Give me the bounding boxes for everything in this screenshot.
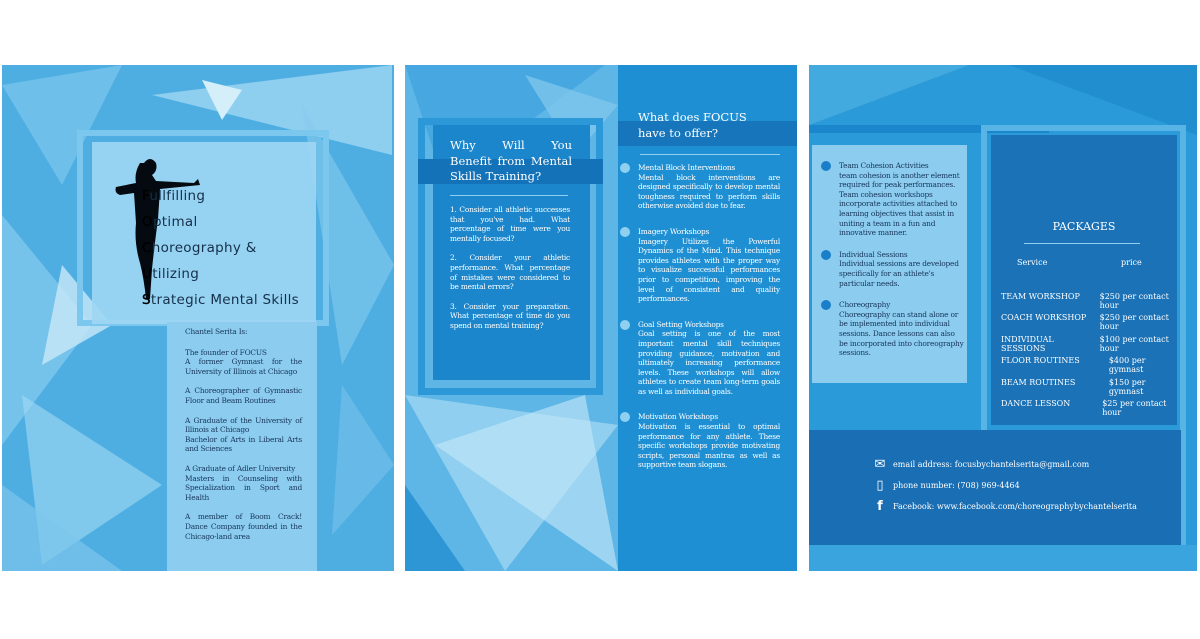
text: TEAM WORKSHOP [1001, 291, 1080, 301]
bullet-icon [620, 163, 630, 173]
bio-heading: Chantel Serita Is: [185, 327, 248, 336]
benefit-title: Why Will You Benefit from Mental Skills Training? [450, 138, 572, 183]
bio-item: A Graduate of the University of Illinois at Chicago Bachelor of Arts in Liberal Arts and Sciences [185, 415, 302, 454]
phone-icon: ▯ [876, 478, 884, 493]
packages-table [1001, 258, 1181, 421]
offer-item [638, 412, 780, 470]
text: $100 per contact hour [1099, 334, 1169, 353]
question-item: 3. Consider your preparation. What percentage of time do you spend on mental training? [450, 301, 570, 330]
bio-box [167, 322, 317, 571]
focus-acronym [142, 183, 299, 313]
table-row [1001, 313, 1181, 335]
offer-item [638, 320, 780, 397]
text: Goal Setting Workshops [638, 319, 724, 329]
text: price [1121, 258, 1142, 267]
text: ptimal [152, 214, 198, 230]
question-item: 1. Consider all athletic successes that you've had. What percentage of time were you mentally focused? [450, 205, 570, 243]
acronym-line [142, 261, 299, 287]
service-item [839, 161, 964, 238]
text: Motivation Workshops [638, 412, 718, 422]
table-row [1001, 292, 1181, 314]
text: $250 per contact hour [1099, 291, 1169, 310]
text: $150 per gymnast [1108, 377, 1146, 396]
brochure-panel-cover [2, 65, 394, 571]
table-row [1001, 399, 1181, 421]
text: Mental Block Interventions [638, 163, 736, 172]
text: Service [1017, 258, 1048, 267]
text: team cohesion is another element required for peak performances. Team cohesion workshops incorporate activities attached to learning objectives that assist in uniting a team in a fun and innovative manner. [839, 170, 960, 238]
contact-phone[interactable] [867, 475, 1137, 496]
text: INDIVIDUAL SESSIONS [1001, 334, 1054, 353]
text: COACH WORKSHOP [1001, 313, 1087, 322]
bio-item: A Choreographer of Gymnastic Floor and Beam Routines [185, 386, 302, 405]
bullet-icon [620, 227, 630, 237]
offer-list [638, 163, 780, 470]
bio-item: A Graduate of Adler University Masters in Counseling with Specialization in Sport and Health [185, 463, 302, 502]
text: $400 per gymnast [1108, 356, 1146, 374]
contact-facebook[interactable] [867, 496, 1137, 517]
divider [1024, 243, 1140, 244]
acronym-line [142, 287, 299, 313]
text: Choreography can stand alone or be implemented into individual sessions. Dance lessons can also be incorporated into choreography sessions. [839, 309, 964, 358]
text: Imagery Utilizes the Powerful Dynamics of the Mind. This technique provides athletes with the proper way to visualize successful performances prior to competition, improving the level of consistent and quality performances. [638, 236, 780, 304]
service-item [839, 300, 964, 358]
text: Goal setting is one of the most important mental skill techniques providing guidance, motivation and ultimately increasing performance levels. These workshops will allow athletes to create team long-term goals as well as individual goals. [638, 329, 780, 396]
text: Individual sessions are developed specifically for an athlete's particular needs. [839, 259, 959, 288]
text: horeography & [151, 240, 257, 256]
service-item [839, 250, 964, 288]
text: $250 per contact hour [1099, 313, 1169, 331]
text: Individual Sessions [839, 249, 908, 259]
offer-title: What does FOCUS have to offer? [638, 110, 747, 140]
text: DANCE LESSON [1001, 399, 1071, 408]
text: Imagery Workshops [638, 226, 710, 236]
table-header [1001, 258, 1181, 280]
acronym-line [142, 209, 299, 235]
offer-item [638, 227, 780, 304]
offer-item [638, 163, 780, 211]
table-row [1001, 378, 1181, 400]
text: F [142, 188, 150, 204]
contact-list [867, 454, 1137, 517]
text: ullfilling [149, 188, 206, 204]
text: email address: focusbychantelserita@gmail.com [893, 460, 1090, 469]
text: phone number: (708) 969-4464 [893, 481, 1020, 490]
text: S [142, 292, 151, 308]
table-row [1001, 356, 1181, 378]
text: Team Cohesion Activities [839, 161, 929, 170]
text: Choreography [839, 300, 891, 310]
text: trategic Mental Skills [150, 292, 300, 308]
text: Facebook: www.facebook.com/choreographybychantelserita [893, 502, 1137, 511]
envelope-icon: ✉ [874, 457, 886, 472]
text: tilizing [152, 266, 200, 282]
bullet-icon [821, 161, 831, 171]
facebook-icon: f [877, 499, 883, 514]
question-list [450, 205, 570, 331]
brochure-panel-services [405, 65, 797, 571]
text: U [142, 266, 153, 282]
acronym-line [142, 183, 299, 209]
bio-item: The founder of FOCUS A former Gymnast for the University of Illinois at Chicago [185, 347, 302, 376]
text: Mental block interventions are designed specifically to develop mental toughness required to perform skills otherwise avoided due to fear. [638, 172, 780, 211]
brochure-panel-packages [809, 65, 1197, 571]
text: BEAM ROUTINES [1001, 377, 1076, 387]
bullet-icon [821, 250, 831, 260]
table-row [1001, 335, 1181, 357]
question-item: 2. Consider your athletic performance. What percentage of mistakes were considered to be mental errors? [450, 253, 570, 292]
text: C [142, 240, 152, 256]
service-list [839, 161, 964, 358]
text: O [142, 214, 153, 230]
text: $25 per contact hour [1102, 399, 1167, 417]
bio-item: A member of Boom Crack! Dance Company founded in the Chicago-land area [185, 512, 302, 541]
contact-email[interactable] [867, 454, 1137, 475]
acronym-line [142, 235, 299, 261]
text: FLOOR ROUTINES [1001, 356, 1080, 365]
text: Motivation is essential to optimal performance for any athlete. These specific workshops provide motivating scripts, personal mantras as well as supportive team slogans. [638, 422, 780, 470]
divider [450, 195, 568, 196]
bullet-icon [620, 320, 630, 330]
packages-title: PACKAGES [1052, 220, 1116, 233]
divider [640, 154, 780, 155]
